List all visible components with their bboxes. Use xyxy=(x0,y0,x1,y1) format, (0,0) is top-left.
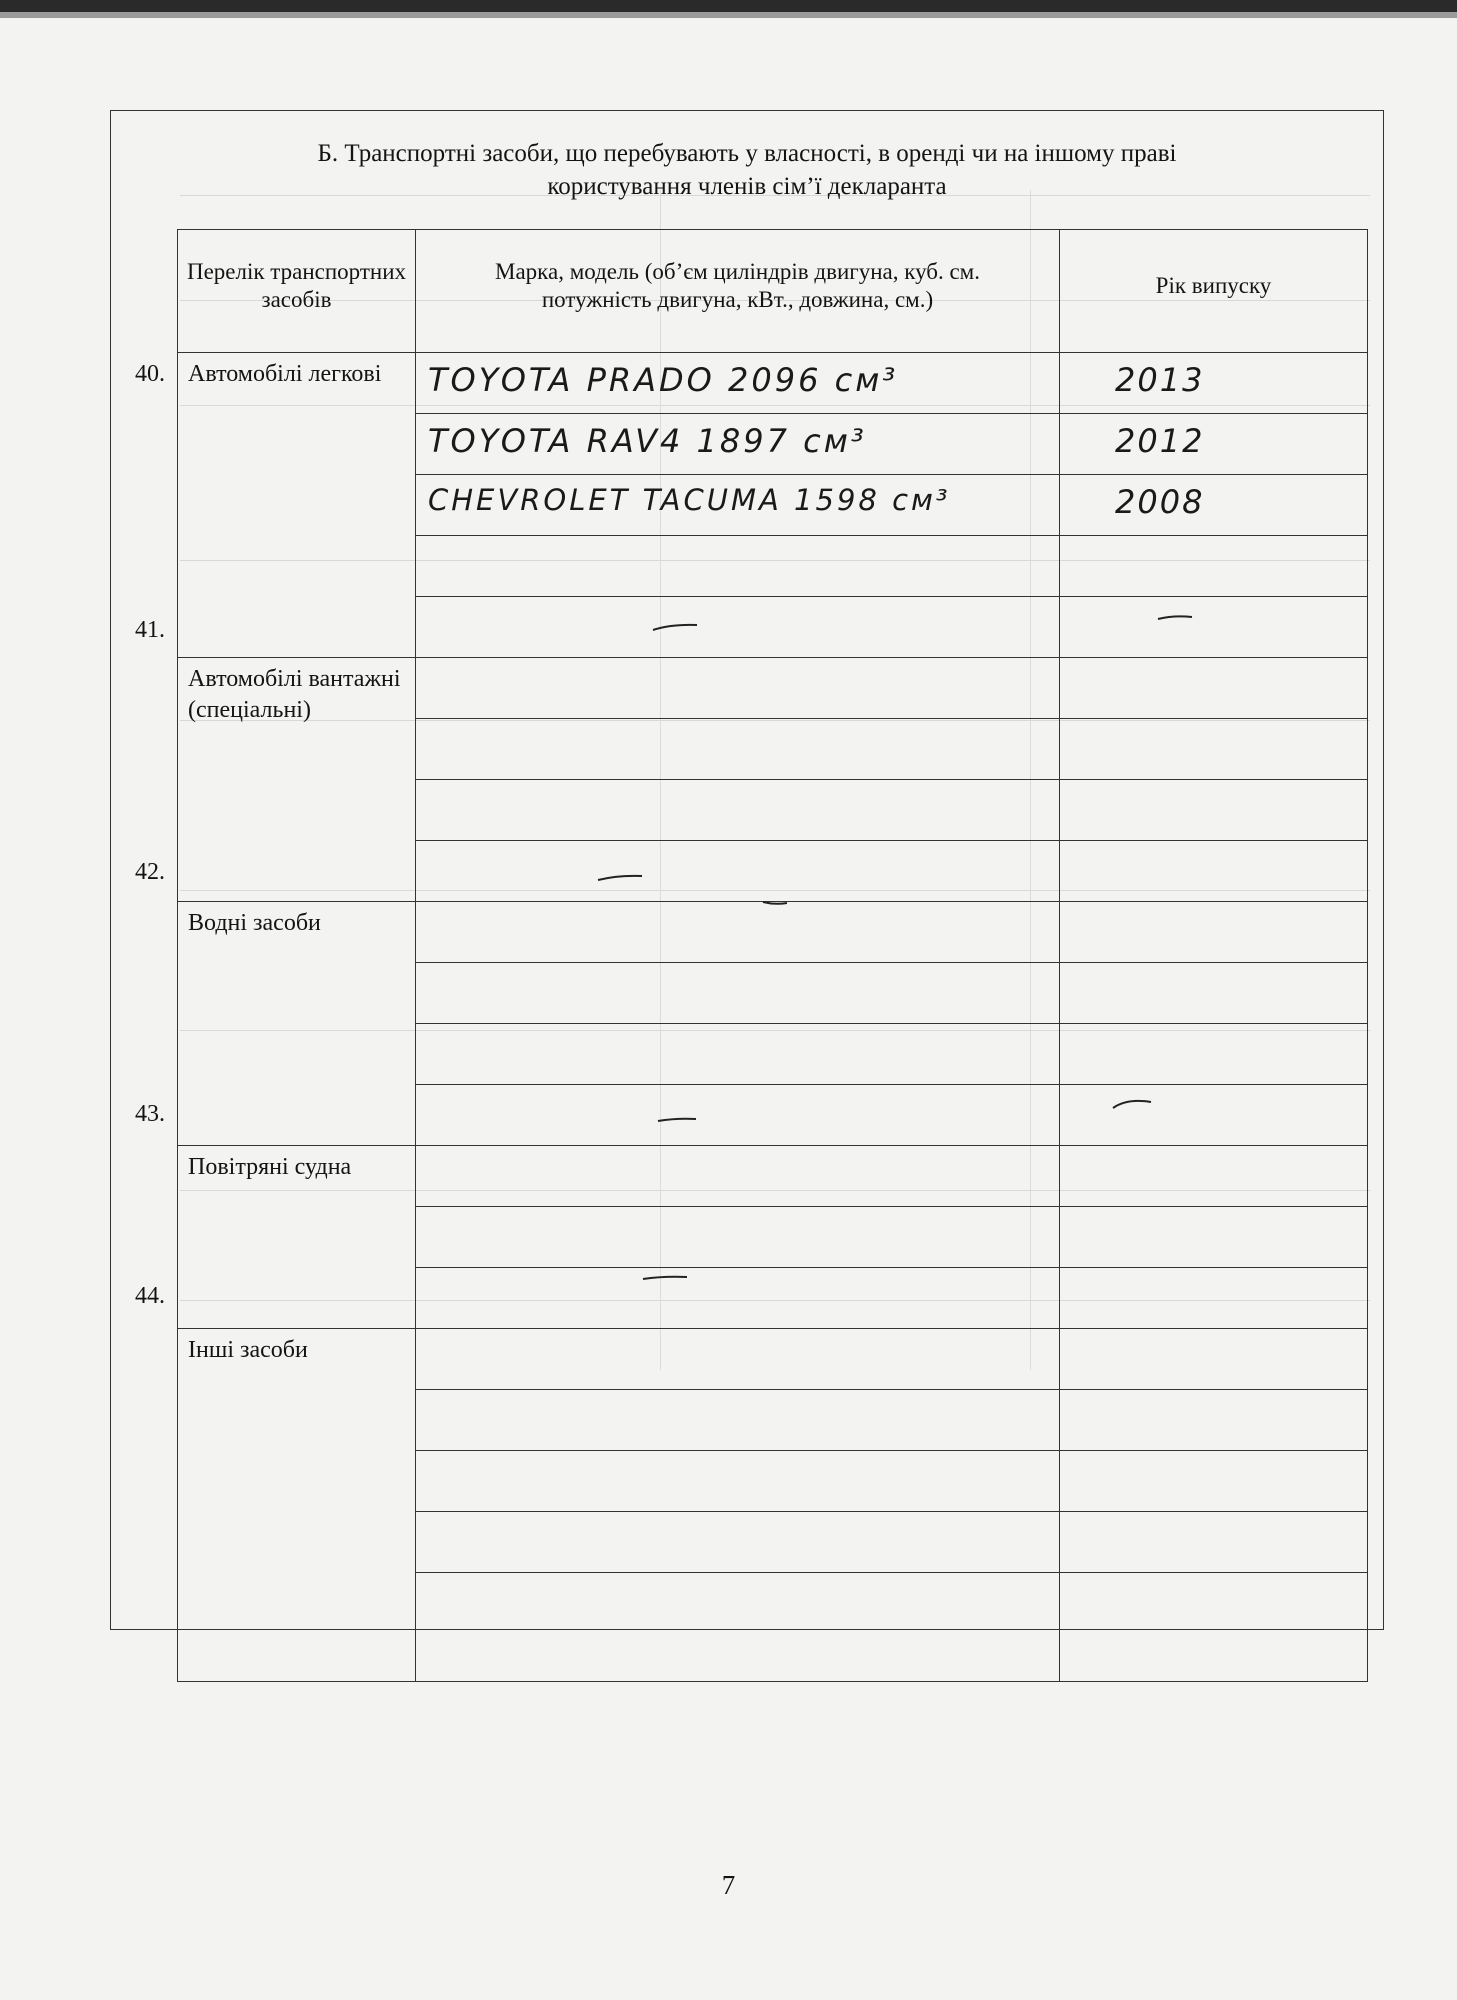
category-cell xyxy=(178,353,416,658)
year-cell xyxy=(1060,780,1368,841)
category-cell xyxy=(178,902,416,1146)
page-number: 7 xyxy=(721,1870,736,1900)
model-cell xyxy=(416,1268,1060,1329)
table-row xyxy=(178,902,1368,963)
year-cell xyxy=(1060,353,1368,414)
model-cell xyxy=(416,1329,1060,1390)
model-cell xyxy=(416,475,1060,536)
section-title-line2: користування членів сім’ї декларанта xyxy=(547,173,947,200)
year-cell xyxy=(1060,536,1368,597)
model-cell xyxy=(416,414,1060,475)
model-cell xyxy=(416,1451,1060,1512)
category-label: Автомобілі вантажні (спеціальні) xyxy=(188,666,401,723)
model-cell xyxy=(416,780,1060,841)
scan-edge xyxy=(0,0,1457,12)
vehicle-model: TOYOTA RAV4 1897 см³ xyxy=(428,422,867,460)
model-cell xyxy=(416,597,1060,658)
table-header-row xyxy=(178,230,1368,353)
year-cell xyxy=(1060,1024,1368,1085)
year-cell xyxy=(1060,475,1368,536)
section-frame xyxy=(110,110,1384,1630)
table-row xyxy=(178,1329,1368,1390)
vehicle-model: TOYOTA PRADO 2096 см³ xyxy=(428,361,899,399)
model-cell xyxy=(416,1390,1060,1451)
model-cell xyxy=(416,719,1060,780)
category-label: Автомобілі легкові xyxy=(188,361,382,387)
vehicles-table xyxy=(177,229,1368,1682)
handwritten-dash-mark xyxy=(1111,1096,1156,1114)
table-row xyxy=(178,353,1368,414)
vehicle-model: CHEVROLET TACUMA 1598 см³ xyxy=(428,483,951,517)
vehicle-year: 2012 xyxy=(1115,422,1205,460)
year-cell xyxy=(1060,414,1368,475)
model-cell xyxy=(416,1146,1060,1207)
year-cell xyxy=(1060,1451,1368,1512)
category-cell xyxy=(178,1329,416,1682)
table-row xyxy=(178,1146,1368,1207)
year-cell xyxy=(1060,658,1368,719)
vehicle-year: 2013 xyxy=(1115,361,1205,399)
year-cell xyxy=(1060,1268,1368,1329)
year-cell xyxy=(1060,597,1368,658)
category-label: Повітряні судна xyxy=(188,1154,352,1180)
handwritten-dash-mark xyxy=(761,896,791,910)
year-cell xyxy=(1060,1390,1368,1451)
row-number-40: 40. xyxy=(135,361,165,387)
handwritten-dash-mark xyxy=(1156,611,1196,625)
model-cell xyxy=(416,1207,1060,1268)
model-cell xyxy=(416,353,1060,414)
row-number-43: 43. xyxy=(135,1101,165,1127)
header-year: Рік випуску xyxy=(1060,230,1368,353)
year-cell xyxy=(1060,902,1368,963)
row-number-41: 41. xyxy=(135,617,165,643)
year-cell xyxy=(1060,719,1368,780)
category-label: Інші засоби xyxy=(188,1337,308,1363)
model-cell xyxy=(416,1085,1060,1146)
model-cell xyxy=(416,902,1060,963)
model-cell xyxy=(416,841,1060,902)
table-row xyxy=(178,658,1368,719)
year-cell xyxy=(1060,841,1368,902)
section-title-line1: Б. Транспортні засоби, що перебувають у власності, в оренді чи на іншому праві xyxy=(317,140,1177,167)
category-cell xyxy=(178,658,416,902)
header-model: Марка, модель (об’єм циліндрів двигуна, куб. см. потужність двигуна, кВт., довжина, см.) xyxy=(416,230,1060,353)
model-cell xyxy=(416,1573,1060,1682)
year-cell xyxy=(1060,1207,1368,1268)
handwritten-dash-mark xyxy=(656,1113,701,1127)
model-cell xyxy=(416,658,1060,719)
year-cell xyxy=(1060,1512,1368,1573)
handwritten-dash-mark xyxy=(651,621,701,635)
scan-edge-shadow xyxy=(0,12,1457,18)
year-cell xyxy=(1060,1573,1368,1682)
year-cell xyxy=(1060,963,1368,1024)
header-category: Перелік транспортних засобів xyxy=(178,230,416,353)
model-cell xyxy=(416,1024,1060,1085)
row-number-44: 44. xyxy=(135,1283,165,1309)
year-cell xyxy=(1060,1146,1368,1207)
vehicle-year: 2008 xyxy=(1115,483,1205,521)
section-title xyxy=(111,137,1383,203)
row-number-42: 42. xyxy=(135,859,165,885)
model-cell xyxy=(416,963,1060,1024)
handwritten-dash-mark xyxy=(641,1271,691,1285)
year-cell xyxy=(1060,1085,1368,1146)
category-cell xyxy=(178,1146,416,1329)
handwritten-dash-mark xyxy=(596,871,646,885)
year-cell xyxy=(1060,1329,1368,1390)
category-label: Водні засоби xyxy=(188,910,321,936)
model-cell xyxy=(416,1512,1060,1573)
model-cell xyxy=(416,536,1060,597)
